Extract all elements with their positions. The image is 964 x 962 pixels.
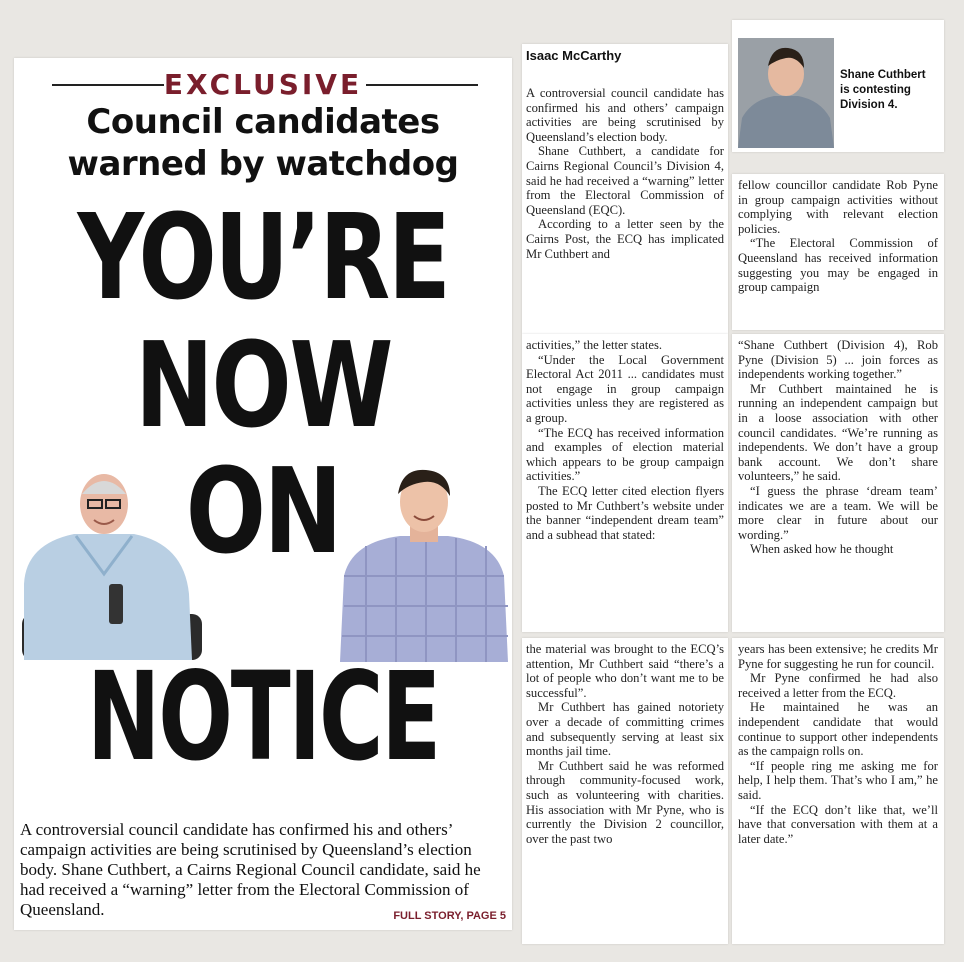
- paragraph: Mr Pyne confirmed he had also received a letter from the ECQ.: [738, 671, 938, 700]
- col2-bottom-text: [738, 642, 938, 846]
- paragraph: Shane Cuthbert, a candidate for Cairns Regional Council’s Division 4, said he had received a “warning” letter from the Electoral Commission of Queensland (EQC).: [526, 144, 724, 217]
- portrait-photo: [738, 38, 834, 148]
- paragraph: “I guess the phrase ‘dream team’ indicates we are a team. We will be more clear in future about our wording.”: [738, 483, 938, 542]
- article-col2-mid: [732, 334, 944, 632]
- paragraph: Mr Cuthbert maintained he is running an independent campaign but in a loose association with other council candidates. “We’re running as independents. We don’t have a group bank account. We don’t share volunteers,” he said.: [738, 381, 938, 484]
- big-headline-youre: YOU’RE: [77, 188, 449, 326]
- article-col1-top: [522, 44, 728, 334]
- kicker-row: [14, 68, 512, 101]
- paragraph: “The ECQ has received information and examples of election material which appears to be group campaign activities.”: [526, 425, 724, 484]
- article-col1-bottom: [522, 638, 728, 944]
- paragraph: activities,” the letter states.: [526, 338, 663, 352]
- paragraph: “If people ring me asking me for help, I help them. That’s who I am,” he said.: [738, 758, 938, 802]
- paragraph: years has been extensive; he credits Mr Pyne for suggesting he run for council.: [738, 642, 938, 671]
- kicker-rule-right: [366, 84, 478, 86]
- kicker: EXCLUSIVE: [163, 68, 363, 101]
- paragraph: Mr Cuthbert said he was reformed through community-focused work, such as volunteering with charities. His association with Mr Pyne, who is currently the Division 2 councillor, over the past two: [526, 758, 724, 846]
- big-headline-notice: NOTICE: [86, 646, 440, 788]
- photo-caption: Shane Cuthbert is contesting Division 4.: [840, 69, 926, 111]
- big-headline-now: NOW: [134, 316, 392, 454]
- paragraph: When asked how he thought: [750, 542, 894, 557]
- paragraph: the material was brought to the ECQ’s attention, Mr Cuthbert said “there’s a lot of people who don’t want me to be successful”.: [526, 642, 724, 700]
- paragraph: “The Electoral Commission of Queensland has received information suggesting you may be engaged in group campaign: [738, 236, 938, 295]
- col1-mid-text: [526, 338, 724, 542]
- paragraph: “Shane Cuthbert (Division 4), Rob Pyne (Division 5) ... join forces as independents working together.”: [738, 338, 938, 382]
- standfirst: A controversial council candidate has confirmed his and others’ campaign activities are being scrutinised by Queensland’s election body. Shane Cuthbert, a Cairns Regional Council candidate, said he had received a “warning” letter from the Electoral Commission of Queensland.: [20, 820, 481, 919]
- front-page-teaser: [14, 58, 512, 930]
- article-col2-top: [732, 174, 944, 330]
- article-col1-mid: [522, 334, 728, 632]
- paragraph: “If the ECQ don’t like that, we’ll have that conversation with them at a later date.”: [738, 802, 938, 846]
- full-story-link[interactable]: FULL STORY, PAGE 5: [393, 910, 506, 922]
- paragraph: According to a letter seen by the Cairns Post, the ECQ has implicated Mr Cuthbert and: [526, 217, 724, 261]
- photo-caption-box: [732, 20, 944, 152]
- paragraph: A controversial council candidate has confirmed his and others’ campaign activities are being scrutinised by Queensland’s election body.: [526, 86, 724, 144]
- byline: Isaac McCarthy: [526, 48, 622, 63]
- col1-bottom-text: [526, 642, 724, 846]
- article-col2-bottom: [732, 638, 944, 944]
- paragraph: The ECQ letter cited election flyers posted to Mr Cuthbert’s website under the banner “independent dream team” and a subhead that stated:: [526, 483, 724, 542]
- big-headline-on: ON: [185, 442, 341, 580]
- paragraph: fellow councillor candidate Rob Pyne in group campaign activities without complying with relevant election policies.: [738, 178, 938, 236]
- col1-top-text: [526, 86, 724, 261]
- headline-line-1: Council candidates: [86, 102, 440, 142]
- paragraph: Mr Cuthbert has gained notoriety over a decade of committing crimes and subsequently serving at least six months jail time.: [526, 700, 724, 759]
- col2-mid-text: [738, 338, 938, 557]
- younger-man-photo: [336, 466, 512, 662]
- col2-top-text: [738, 178, 938, 295]
- headline-line-2: warned by watchdog: [67, 144, 459, 184]
- paragraph: He maintained he was an independent candidate that would continue to support other independents as the campaign rolls on.: [738, 700, 938, 759]
- paragraph: “Under the Local Government Electoral Act 2011 ... candidates must not engage in group campaign activities unless they are registered as a group.: [526, 352, 724, 425]
